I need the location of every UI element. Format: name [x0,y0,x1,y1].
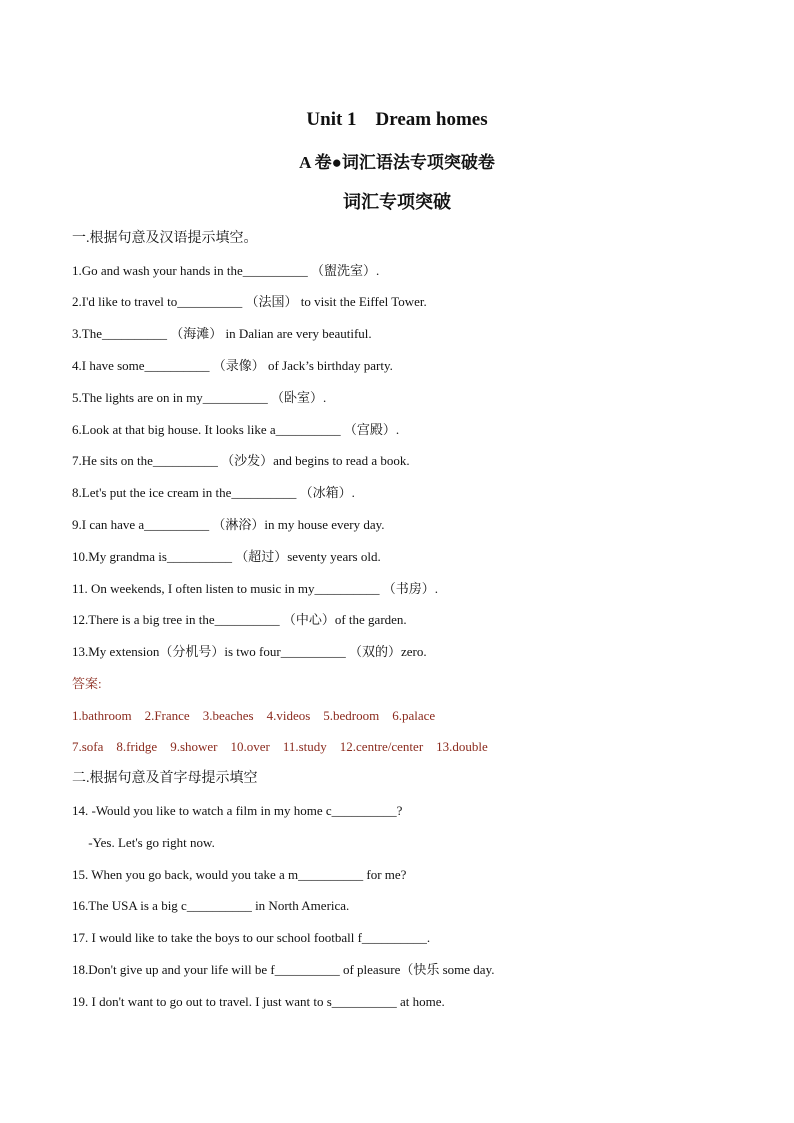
part1-heading: 一.根据句意及汉语提示填空。 [72,231,258,246]
question-10: 10.My grandma is__________ （超过）seventy years old. [72,549,381,564]
answer-line-2: 7.sofa 8.fridge 9.shower 10.over 11.study 12.centre/center 13.double [72,739,488,754]
question-14: 14. -Would you like to watch a film in my home c__________? [72,803,403,818]
question-12: 12.There is a big tree in the__________ （中心）of the garden. [72,612,407,627]
part2-heading: 二.根据句意及首字母提示填空 [72,771,258,786]
question-15: 15. When you go back, would you take a m__________ for me? [72,867,407,882]
question-14-reply: -Yes. Let's go right now. [72,835,215,850]
question-19: 19. I don't want to go out to travel. I just want to s__________ at home. [72,994,445,1009]
question-3: 3.The__________ （海滩） in Dalian are very beautiful. [72,326,372,341]
answer-line-1: 1.bathroom 2.France 3.beaches 4.videos 5.bedroom 6.palace [72,708,436,723]
question-9: 9.I can have a__________ （淋浴）in my house every day. [72,517,385,532]
question-13: 13.My extension（分机号）is two four__________ （双的）zero. [72,644,427,659]
section-title: 词汇专项突破 [343,192,451,212]
question-5: 5.The lights are on in my__________ （卧室）. [72,390,327,405]
question-7: 7.He sits on the__________ （沙发）and begins to read a book. [72,453,410,468]
question-2: 2.I'd like to travel to__________ （法国） to visit the Eiffel Tower. [72,294,427,309]
question-16: 16.The USA is a big c__________ in North America. [72,898,350,913]
question-18: 18.Don't give up and your life will be f__________ of pleasure（快乐 some day. [72,962,495,977]
paper-subtitle: A 卷●词汇语法专项突破卷 [299,153,495,172]
unit-title: Unit 1 Dream homes [306,109,488,130]
question-8: 8.Let's put the ice cream in the__________ （冰箱）. [72,485,355,500]
question-11: 11. On weekends, I often listen to music in my__________ （书房）. [72,581,439,596]
question-6: 6.Look at that big house. It looks like a__________ （宫殿）. [72,422,400,437]
question-17: 17. I would like to take the boys to our school football f__________. [72,930,431,945]
question-1: 1.Go and wash your hands in the__________ （盥洗室）. [72,263,380,278]
question-4: 4.I have some__________ （录像） of Jack’s birthday party. [72,358,393,373]
answer-label: 答案: [72,676,102,691]
